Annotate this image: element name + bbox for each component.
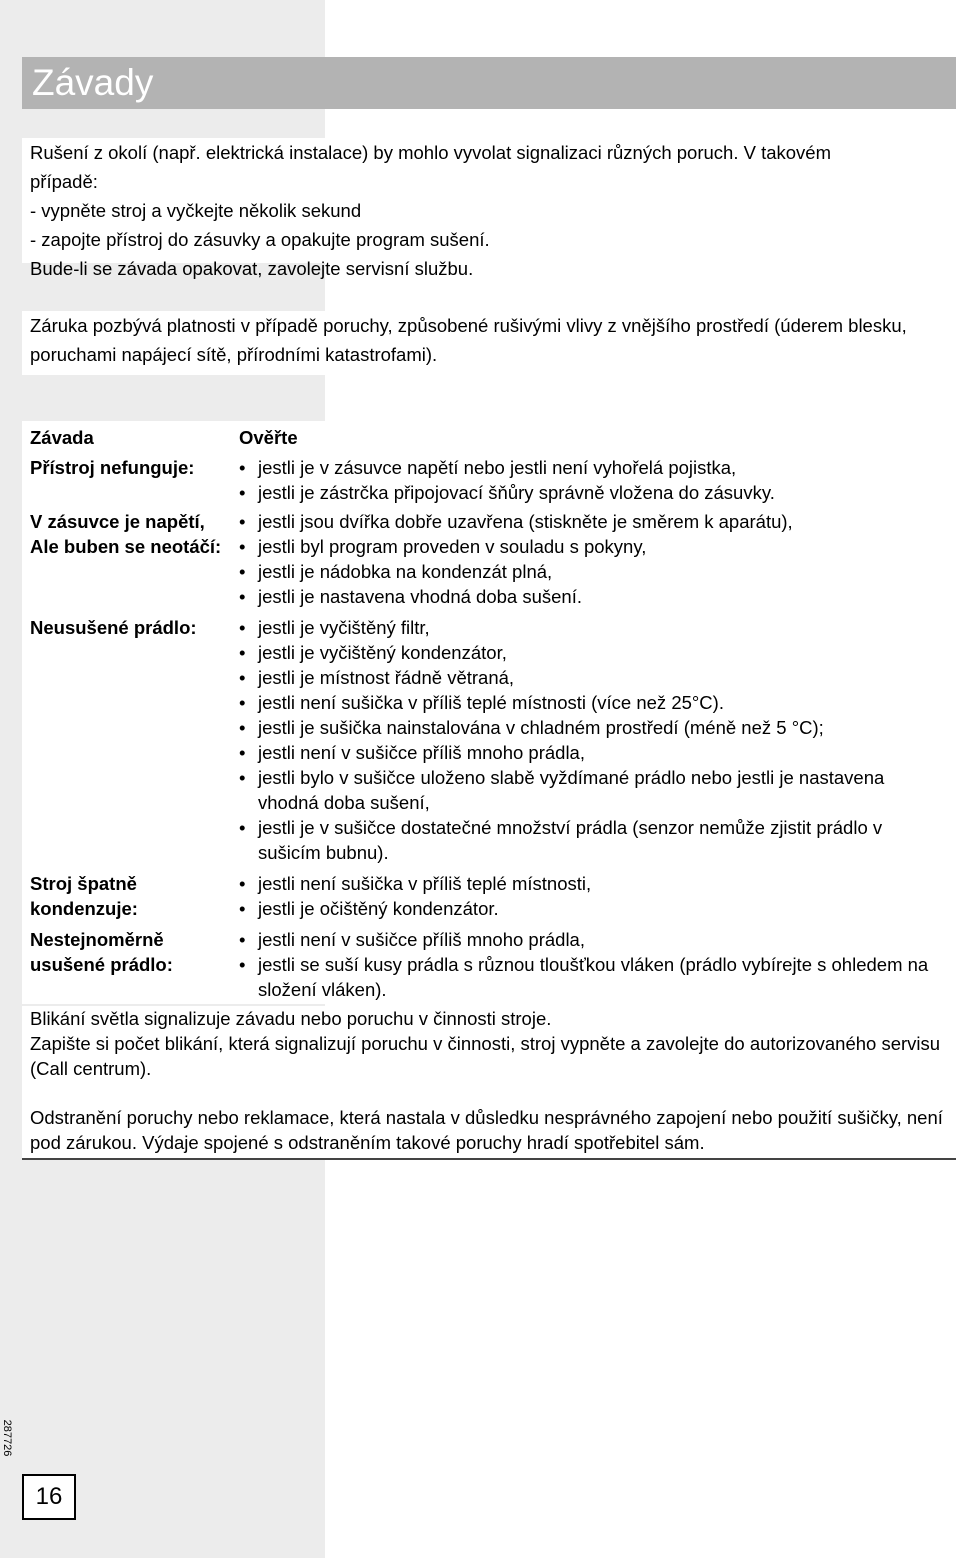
intro-line: Rušení z okolí (např. elektrická instalace) by mohlo vyvolat signalizaci různých poruch. V takovém xyxy=(30,142,831,163)
header-fault: Závada xyxy=(30,427,94,448)
check-item: • jestli bylo v sušičce uloženo slabě vyždímané prádlo nebo jestli je nastavena vhodná doba sušení, xyxy=(239,765,949,815)
check-item: • jestli je zástrčka připojovací šňůry správně vložena do zásuvky. xyxy=(239,480,949,505)
check-list xyxy=(239,509,949,609)
check-item: • jestli je v sušičce dostatečné množství prádla (senzor nemůže zjistit prádlo v sušicím bubnu). xyxy=(239,815,949,865)
fault-label: Přístroj nefunguje: xyxy=(30,457,195,478)
fault-table xyxy=(22,421,956,1004)
check-item: • jestli je v zásuvce napětí nebo jestli není vyhořelá pojistka, xyxy=(239,455,949,480)
page-number-box xyxy=(22,1474,76,1520)
check-item: • jestli jsou dvířka dobře uzavřena (stiskněte je směrem k aparátu), xyxy=(239,509,949,534)
check-item: • jestli je nádobka na kondenzát plná, xyxy=(239,559,949,584)
check-item: • jestli není v sušičce příliš mnoho prádla, xyxy=(239,740,949,765)
check-item: • jestli je místnost řádně větraná, xyxy=(239,665,949,690)
check-list xyxy=(239,927,949,1002)
fault-label: Stroj špatně kondenzuje: xyxy=(30,873,138,919)
check-item: • jestli je vyčištěný kondenzátor, xyxy=(239,640,949,665)
fault-label: Nestejnoměrně usušené prádlo: xyxy=(30,929,173,975)
service-note: Zapište si počet blikání, která signalizují poruchu v činnosti, stroj vypněte a zavolejte do autorizovaného servisu (Call centrum). xyxy=(30,1033,941,1079)
page-title: Závady xyxy=(32,62,154,103)
closing-notes xyxy=(22,1006,956,1158)
intro-text xyxy=(22,138,956,279)
intro-line: - vypněte stroj a vyčkejte několik sekund xyxy=(30,200,362,221)
warranty-exclusion-note: Odstranění poruchy nebo reklamace, která nastala v důsledku nesprávného zapojení nebo použití sušičky, není pod zárukou. Výdaje spojené s odstraněním takové poruchy hradí spotřebitel sám. xyxy=(30,1107,943,1153)
check-list xyxy=(239,455,949,505)
check-list xyxy=(239,871,949,921)
check-item: • jestli je vyčištěný filtr, xyxy=(239,615,949,640)
check-item: • jestli byl program proveden v souladu s pokyny, xyxy=(239,534,949,559)
check-item: • jestli není v sušičce příliš mnoho prádla, xyxy=(239,927,949,952)
intro-line: případě: xyxy=(30,171,98,192)
check-item: • jestli je sušička nainstalována v chladném prostředí (méně než 5 °C); xyxy=(239,715,949,740)
warranty-text: Záruka pozbývá platnosti v případě poruchy, způsobené rušivými vlivy z vnějšího prostředí (úderem blesku, poruchami napájecí sítě, přírodními katastrofami). xyxy=(22,311,956,375)
fault-label: Neusušené prádlo: xyxy=(30,617,197,638)
divider xyxy=(22,1158,956,1160)
blink-note: Blikání světla signalizuje závadu nebo poruchu v činnosti stroje. xyxy=(30,1008,552,1029)
check-item: • jestli je nastavena vhodná doba sušení. xyxy=(239,584,949,609)
check-item: • jestli je očištěný kondenzátor. xyxy=(239,896,949,921)
check-item: • jestli není sušička v příliš teplé místnosti, xyxy=(239,871,949,896)
check-list xyxy=(239,615,949,865)
page-number: 16 xyxy=(35,1483,63,1510)
check-item: • jestli není sušička v příliš teplé místnosti (více než 25°C). xyxy=(239,690,949,715)
intro-line: Bude-li se závada opakovat, zavolejte servisní službu. xyxy=(30,258,474,279)
header-check: Ověřte xyxy=(239,427,298,448)
intro-line: - zapojte přístroj do zásuvky a opakujte program sušení. xyxy=(30,229,490,250)
check-item: • jestli se suší kusy prádla s různou tloušťkou vláken (prádlo vybírejte s ohledem na složení vláken). xyxy=(239,952,949,1002)
fault-label: V zásuvce je napětí, Ale buben se neotáčí: xyxy=(30,511,222,557)
document-code: 287726 xyxy=(1,1419,13,1457)
title-bar xyxy=(22,57,956,109)
